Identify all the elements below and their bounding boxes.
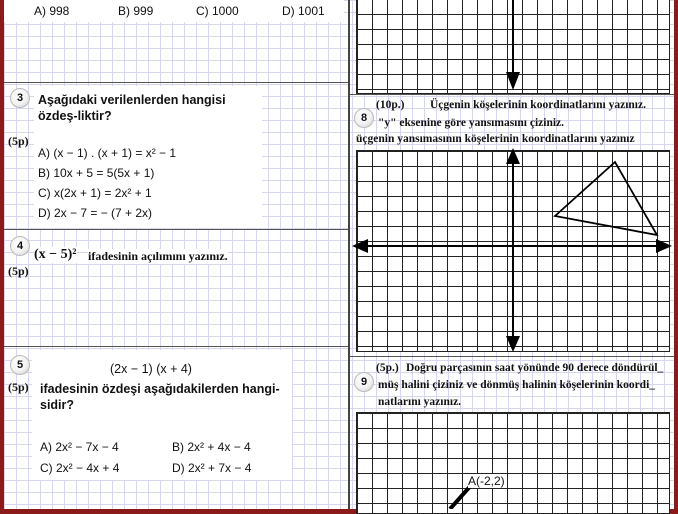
q2-option-c: C) 1000 [196,4,239,18]
q3-option-d: D) 2x − 7 = − (7 + 2x) [38,206,153,220]
q8-line3: üçgenin yansımasının köşelerinin koordinatlarını yazınız [356,133,635,145]
q5-option-b: B) 2x² + 4x − 4 [172,440,251,454]
q5-option-c: C) 2x² − 4x + 4 [40,461,120,475]
q3-prompt: Aşağıdaki verilenlerden hangisi özdeş-liktir? [38,93,226,123]
q4-points: (5p) [8,264,29,278]
q9-line3: natlarını yazınız. [378,396,462,408]
q3-option-c: C) x(2x + 1) = 2x² + 1 [38,186,152,200]
q9-points: (5p.) [376,362,399,374]
q9-line2: müş halini çiziniz ve dönmüş halinin köşelerinin koordi_ [378,379,656,391]
section-divider [350,94,674,95]
q3-option-a: A) (x − 1) . (x + 1) = x² − 1 [38,146,177,160]
q5-option-a: A) 2x² − 7x − 4 [40,440,119,454]
q8-x-axis-right-arrow [656,239,672,253]
section-divider [350,356,674,357]
q3-number-badge: 3 [10,88,30,108]
q9-point-a-label: A(-2,2) [468,474,505,488]
q5-points: (5p) [8,380,29,394]
q7-axes [356,0,672,94]
q5-option-d: D) 2x² + 7x − 4 [172,461,252,475]
section-divider [4,82,348,83]
q4-prompt: ifadesinin açılımını yazınız. [88,249,228,263]
q4-expression: (x − 5)² [34,247,77,262]
q9-number-badge: 9 [354,372,374,392]
q9-line1: Doğru parçasının saat yönünde 90 derece döndürül_ [406,362,664,374]
q8-axes-and-triangle [350,146,674,354]
q5-expression: (2x − 1) (x + 4) [110,362,192,376]
q8-number-badge: 8 [354,108,374,128]
q8-line1: Üçgenin köşelerinin koordinatlarını yazınız. [430,99,646,111]
q8-y-axis-bottom-arrow [506,336,520,352]
worksheet-page [4,0,674,509]
q9-segment-drawing [350,412,674,509]
q2-option-b: B) 999 [118,4,154,18]
q8-triangle [555,162,657,235]
q5-number-badge: 5 [10,355,30,375]
q7-y-axis-arrow [506,72,520,90]
q8-x-axis-left-arrow [352,239,368,253]
q2-option-d: D) 1001 [282,4,325,18]
section-divider [4,229,348,230]
q3-points: (5p) [8,134,29,148]
q8-line2: "y" eksenine göre yansımasını çiziniz. [378,117,565,129]
q2-option-a: A) 998 [34,4,70,18]
q5-prompt: ifadesinin özdeşi aşağıdakilerden hangi-sidir? [40,382,280,412]
q8-points: (10p.) [376,99,405,111]
q3-option-b: B) 10x + 5 = 5(5x + 1) [38,166,155,180]
q8-y-axis-top-arrow [506,148,520,164]
section-divider [4,346,348,347]
q4-number-badge: 4 [10,236,30,256]
